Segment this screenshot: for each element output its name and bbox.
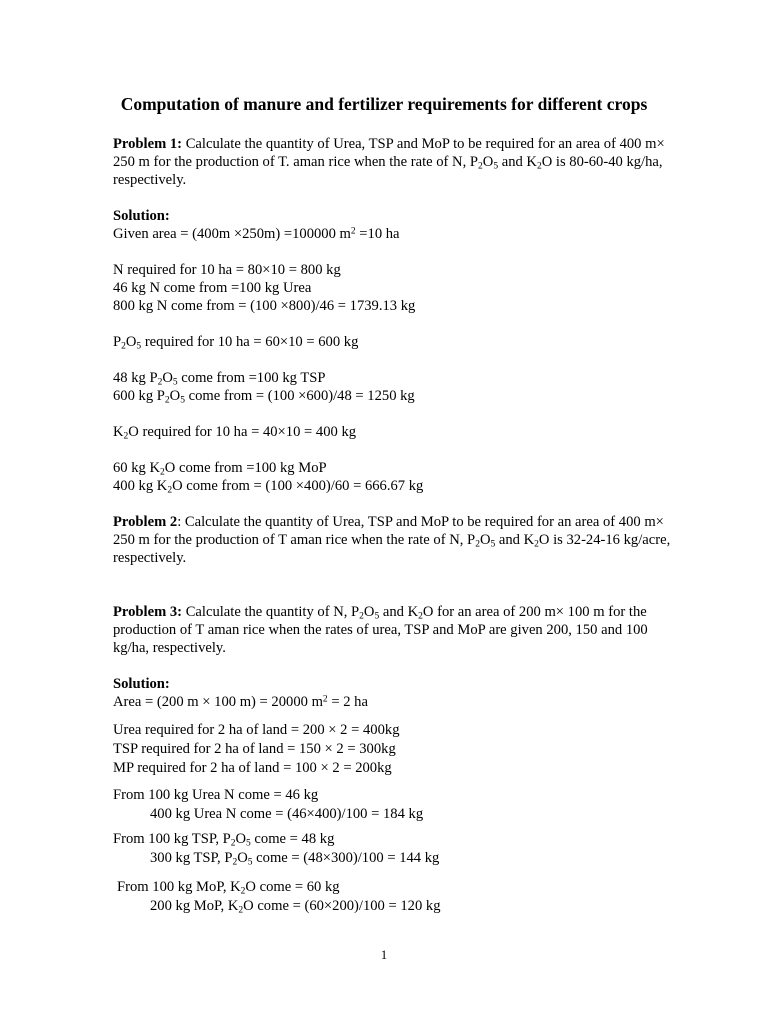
problem-3 [113,603,673,657]
subscript: 5 [374,611,380,622]
subscript: 5 [493,161,499,172]
subscript: 5 [172,377,178,388]
text: O [235,831,247,847]
text: come = 48 kg [250,831,335,847]
text: O [162,370,173,386]
text: O [237,850,248,866]
problem-1-label: Problem 1: [113,136,183,152]
p-line-3 [113,387,673,405]
text: 48 kg P [113,370,158,386]
subscript: 5 [180,395,185,406]
solution-1-label: Solution: [113,208,170,224]
text: required for 10 ha = 60×10 = 600 kg [141,334,359,350]
text: O [169,388,181,404]
subscript: 2 [475,539,480,550]
problem-2-text-c: O is 32-24-16 kg/acre, respectively. [113,532,671,566]
document-body [113,135,673,916]
text: come from =100 kg TSP [177,370,326,386]
problem-3-label: Problem 3: [113,604,183,620]
p-line-1 [113,333,673,351]
solution-3-area [113,693,673,711]
subscript: 2 [157,377,163,388]
text: O come from = (100 ×400)/60 = 666.67 kg [172,478,424,494]
problem-1 [113,135,673,189]
text: Area = (200 m × 100 m) = 20000 m [113,694,323,710]
solution-3-label: Solution: [113,676,170,692]
subscript: 2 [230,838,236,849]
urea-line-2: 400 kg Urea N come = (46×400)/100 = 184 kg [150,806,424,822]
problem-1-text-c: O is 80-60-40 kg/ha, respectively. [113,154,663,188]
text: From 100 kg MoP, K [117,879,241,895]
subscript: 2 [160,467,165,478]
subscript: 2 [478,161,483,172]
tsp-line-1 [113,830,673,849]
urea-required: Urea required for 2 ha of land = 200 × 2 = 400kg [113,722,400,738]
subscript: 2 [232,857,238,868]
n-line-2: 46 kg N come from =100 kg Urea [113,280,312,296]
problem-2-label: Problem 2 [113,514,178,530]
mop-line-1 [113,878,673,897]
problem-3-text-b: and K [379,604,419,620]
solution-1-area [113,225,673,243]
k-line-3 [113,477,673,495]
subscript: 5 [246,838,251,849]
n-line-3: 800 kg N come from = (100 ×800)/46 = 1739.13 kg [113,298,416,314]
problem-3-text-a: Calculate the quantity of N, P [182,604,360,620]
text: O [125,334,137,350]
mp-required: MP required for 2 ha of land = 100 × 2 = 200kg [113,760,392,776]
subscript: 5 [490,539,496,550]
page-title: Computation of manure and fertilizer requirements for different crops [120,94,648,114]
problem-2-text-a: : Calculate the quantity of Urea, TSP and MoP to be required for an area of 400 m× 250 m for the production of T aman rice when the rate of N, P [113,514,664,548]
text: O [482,154,494,170]
superscript: 2 [350,226,356,237]
subscript: 2 [121,341,126,352]
text: 200 kg MoP, K [150,898,239,914]
text: O required for 10 ha = 40×10 = 400 kg [128,424,357,440]
text: O come = 60 kg [245,879,340,895]
subscript: 2 [359,611,364,622]
text: O come = (60×200)/100 = 120 kg [243,898,441,914]
text: 300 kg TSP, P [150,850,233,866]
subscript: 2 [123,431,129,442]
tsp-required: TSP required for 2 ha of land = 150 × 2 = 300kg [113,741,396,757]
subscript: 5 [247,857,253,868]
problem-1-text-a: Calculate the quantity of Urea, TSP and MoP to be required for an area of 400 m× 250 m for the production of T. aman rice when the rate of N, P [113,136,665,170]
text: O [363,604,375,620]
text: From 100 kg TSP, P [113,831,231,847]
text: O [479,532,491,548]
subscript: 5 [136,341,142,352]
subscript: 2 [167,485,173,496]
p-line-2 [113,369,673,387]
k-line-1 [113,423,673,441]
n-line-1: N required for 10 ha = 80×10 = 800 kg [113,262,341,278]
text: 60 kg K [113,460,161,476]
page-number: 1 [380,948,388,962]
text: =10 ha [355,226,400,242]
text: 400 kg K [113,478,168,494]
text: O come from =100 kg MoP [164,460,327,476]
text: come = (48×300)/100 = 144 kg [252,850,440,866]
subscript: 2 [536,161,542,172]
text: K [113,424,124,440]
subscript: 2 [164,395,170,406]
text: 600 kg P [113,388,165,404]
subscript: 2 [240,886,246,897]
problem-2 [113,513,673,567]
problem-1-text-b: and K [498,154,537,170]
problem-2-text-b: and K [495,532,535,548]
problem-3-text-c: O for an area of 200 m× 100 m for the production of T aman rice when the rates of urea, TSP and MoP are given 200, 150 and 100 kg/ha, respectively. [113,604,648,656]
superscript: 2 [322,694,328,705]
subscript: 2 [534,539,539,550]
mop-line-2 [113,897,673,916]
text: P [113,334,122,350]
text: Given area = (400m ×250m) =100000 m [113,226,351,242]
urea-line-1: From 100 kg Urea N come = 46 kg [113,787,319,803]
k-line-2 [113,459,673,477]
text: come from = (100 ×600)/48 = 1250 kg [184,388,415,404]
subscript: 2 [418,611,423,622]
subscript: 2 [238,905,244,916]
tsp-line-2 [113,849,673,868]
text: = 2 ha [327,694,368,710]
